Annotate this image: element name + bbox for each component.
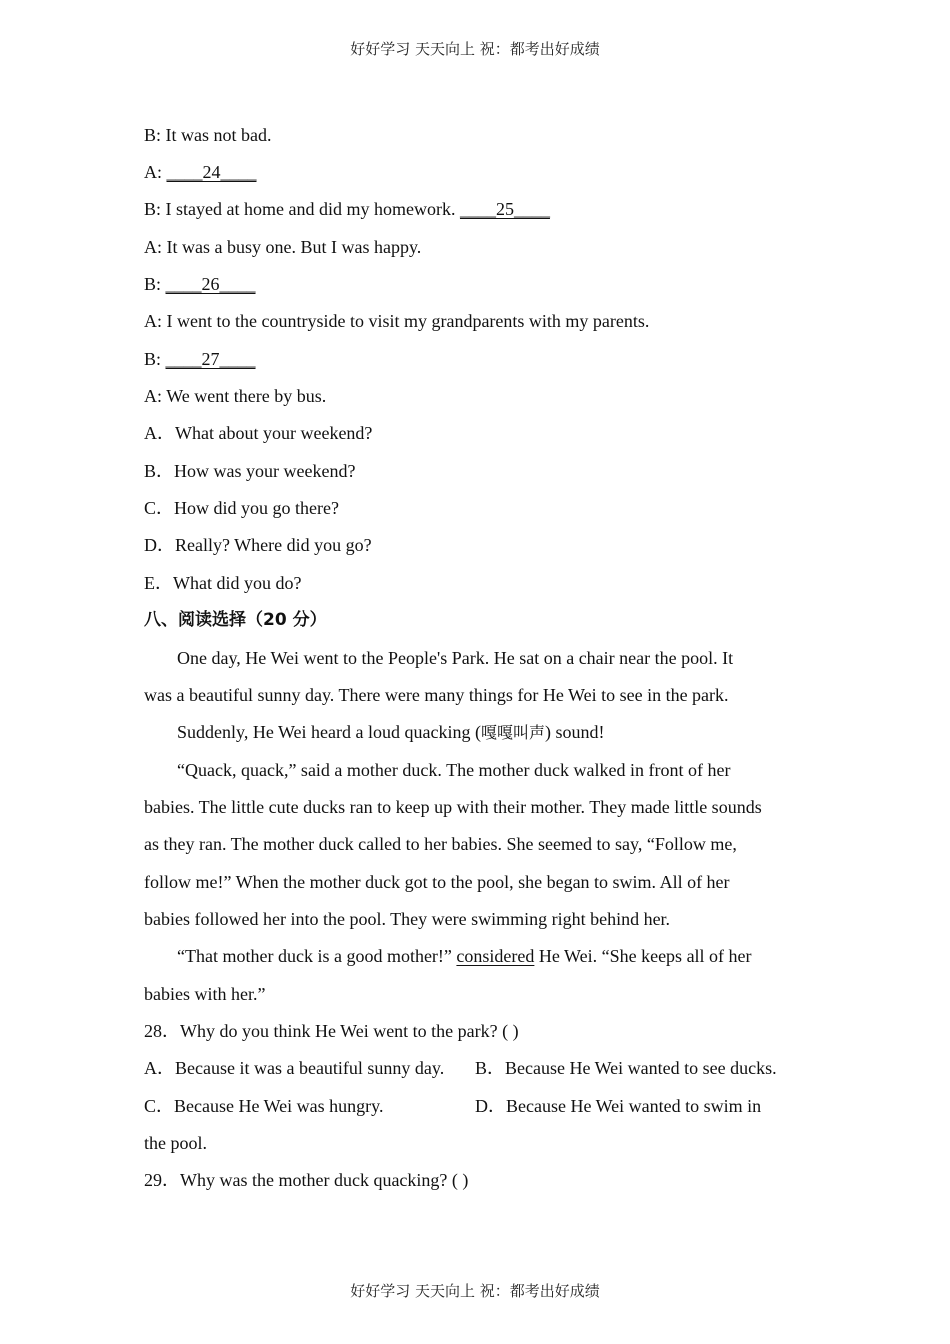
passage-line: babies. The little cute ducks ran to keep up with their mother. They made little sounds [144,797,762,817]
option-c: C．How did you go there? [144,498,339,518]
passage-line: was a beautiful sunny day. There were many things for He Wei to see in the park. [144,685,729,705]
speaker-label: B: [144,349,162,369]
dialogue-line [144,385,326,407]
option-d: D．Really? Where did you go? [144,535,372,555]
page-header: 好好学习 天天向上 祝：都考出好成绩 [350,40,600,58]
dialogue-text: I stayed at home and did my homework. [165,199,456,219]
passage-line [177,721,605,744]
passage-text: “That mother duck is a good mother!” [177,946,457,966]
passage-line: One day, He Wei went to the People's Park. He sat on a chair near the pool. It [177,648,734,668]
dialogue-line [144,273,256,295]
dialogue-line [144,124,272,146]
speaker-label: A: [144,237,162,257]
speaker-label: B: [144,199,162,219]
answer-blank-26[interactable]: ____26____ [165,274,256,294]
answer-blank-25[interactable]: ____25____ [459,199,550,219]
option-a: A．What about your weekend? [144,423,373,443]
passage-line: “Quack, quack,” said a mother duck. The mother duck walked in front of her [177,760,731,780]
dialogue-line [144,198,550,220]
option-e: E．What did you do? [144,573,302,593]
passage-text: ) sound! [545,722,605,742]
passage-text: Suddenly, He Wei heard a loud quacking ( [177,722,481,742]
dialogue-line [144,161,257,183]
speaker-label: B: [144,274,162,294]
passage-line [177,945,752,967]
q28-option-b: B．Because He Wei wanted to see ducks. [475,1058,777,1078]
dialogue-text: I went to the countryside to visit my grandparents with my parents. [166,311,650,331]
passage-line: follow me!” When the mother duck got to the pool, she began to swim. All of her [144,872,730,892]
q28-option-c: C．Because He Wei was hungry. [144,1096,384,1116]
q28-option-a: A．Because it was a beautiful sunny day. [144,1058,445,1078]
speaker-label: A: [144,311,162,331]
answer-blank-27[interactable]: ____27____ [165,349,256,369]
dialogue-text: It was not bad. [165,125,272,145]
dialogue-text: It was a busy one. But I was happy. [166,237,422,257]
question-29: 29．Why was the mother duck quacking? ( ) [144,1170,469,1190]
option-b: B．How was your weekend? [144,461,356,481]
chinese-gloss: 嘎嘎叫声 [480,723,545,742]
speaker-label: B: [144,125,162,145]
page-footer: 好好学习 天天向上 祝：都考出好成绩 [350,1282,600,1300]
dialogue-line [144,348,256,370]
q28-option-d: D．Because He Wei wanted to swim in [475,1096,762,1116]
passage-line: as they ran. The mother duck called to her babies. She seemed to say, “Follow me, [144,834,737,854]
underlined-word: considered [456,946,535,966]
speaker-label: A: [144,386,162,406]
dialogue-line [144,236,421,258]
section-title: 八、阅读选择（20 分） [144,610,327,630]
q28-option-d-continued: the pool. [144,1133,207,1153]
dialogue-text: We went there by bus. [166,386,327,406]
speaker-label: A: [144,162,162,182]
passage-line: babies followed her into the pool. They were swimming right behind her. [144,909,671,929]
question-28: 28．Why do you think He Wei went to the park? ( ) [144,1021,519,1041]
answer-blank-24[interactable]: ____24____ [166,162,257,182]
dialogue-line [144,310,649,332]
passage-line: babies with her.” [144,984,266,1004]
passage-text: He Wei. “She keeps all of her [534,946,752,966]
